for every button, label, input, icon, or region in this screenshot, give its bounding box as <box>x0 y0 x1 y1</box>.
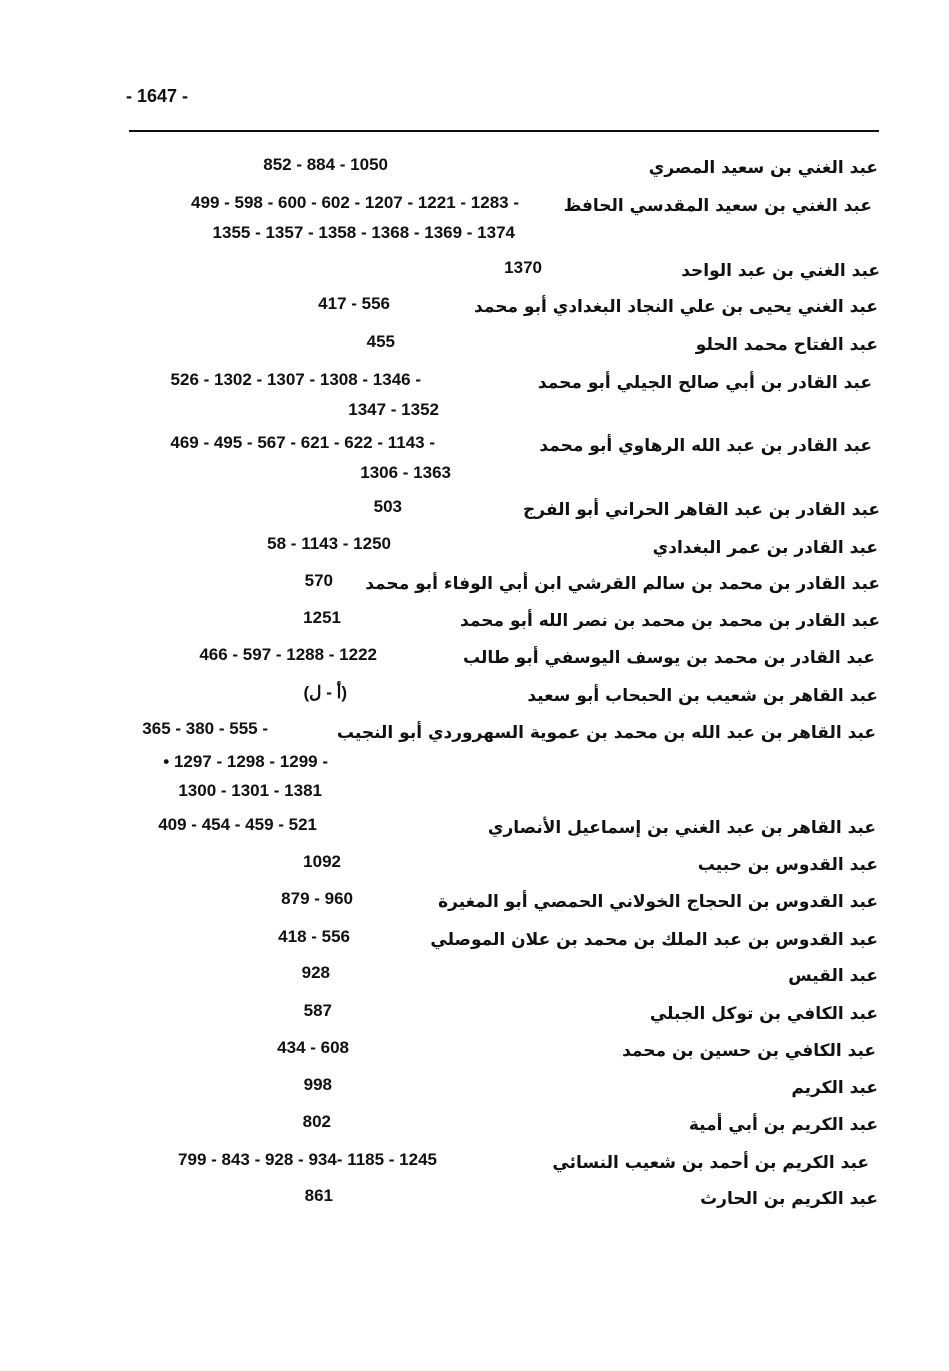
index-entry-name: عبد القاهر بن عبد الله بن محمد بن عموية السهروردي أبو النجيب <box>336 723 876 743</box>
index-entry-pages: 802 <box>302 1112 331 1131</box>
index-entry-pages: 466 - 597 - 1288 - 1222 <box>199 645 377 664</box>
index-entry-name: عبد الغني بن سعيد المصري <box>648 158 878 178</box>
index-entry-name: عبد القدوس بن عبد الملك بن محمد بن علان الموصلي <box>430 930 878 950</box>
index-entry-name: عبد القادر بن أبي صالح الجيلي أبو محمد <box>537 373 872 393</box>
index-entry-pages: 799 - 843 - 928 - 934- 1185 - 1245 <box>178 1150 437 1169</box>
index-entry-name: عبد القاهر بن عبد الغني بن إسماعيل الأنصاري <box>487 818 876 838</box>
index-entry-pages: 1370 <box>504 258 542 277</box>
index-entry-pages: 455 <box>366 332 395 351</box>
index-entry-pages: 587 <box>303 1001 332 1020</box>
index-entry-name: عبد القادر بن محمد بن سالم القرشي ابن أبي الوفاء أبو محمد <box>365 574 880 594</box>
index-entry-name: عبد الفتاح محمد الحلو <box>695 335 878 355</box>
index-entry-pages: 852 - 884 - 1050 <box>263 155 388 174</box>
index-entry-pages: 879 - 960 <box>281 889 353 908</box>
header-rule <box>129 130 879 132</box>
index-entry-pages: 998 <box>303 1075 332 1094</box>
index-entry-pages: 861 <box>304 1186 333 1205</box>
index-entry-name: عبد الغني بن سعيد المقدسي الحافظ <box>563 196 872 216</box>
index-entry-pages: (أ - ل) <box>303 683 347 702</box>
index-entry-name: عبد القاهر بن شعيب بن الحبحاب أبو سعيد <box>527 686 878 706</box>
index-entry-pages: 469 - 495 - 567 - 621 - 622 - 1143 - <box>170 433 435 452</box>
index-entry-name: عبد الكريم بن أحمد بن شعيب النسائي <box>552 1153 869 1173</box>
index-entry-pages: 526 - 1302 - 1307 - 1308 - 1346 - <box>170 370 421 389</box>
index-entry-name: عبد الكريم بن الحارث <box>700 1189 878 1209</box>
index-entry-pages: 58 - 1143 - 1250 <box>267 534 391 553</box>
index-entry-pages: 1092 <box>303 852 341 871</box>
index-entry-pages: 417 - 556 <box>318 294 390 313</box>
index-entry-pages: 1251 <box>303 608 341 627</box>
index-entry-name: عبد الكريم بن أبي أمية <box>688 1115 878 1135</box>
index-entry-pages: • 1297 - 1298 - 1299 - <box>163 752 328 771</box>
index-entry-name: عبد القادر بن عمر البغدادي <box>652 538 878 558</box>
index-entry-pages: 409 - 454 - 459 - 521 <box>158 815 317 834</box>
index-entry-pages: 928 <box>301 963 330 982</box>
index-entry-pages: 365 - 380 - 555 - <box>142 719 268 738</box>
index-entry-pages: 1300 - 1301 - 1381 <box>178 781 322 800</box>
index-entry-pages: 1347 - 1352 <box>348 400 439 419</box>
index-entry-pages: 499 - 598 - 600 - 602 - 1207 - 1221 - 1283 - <box>191 193 519 212</box>
index-entry-name: عبد الكريم <box>791 1078 878 1098</box>
page-number: - 1647 - <box>126 86 189 106</box>
index-entry-name: عبد القيس <box>788 966 878 986</box>
index-entry-name: عبد القادر بن محمد بن يوسف اليوسفي أبو طالب <box>462 648 875 668</box>
index-entry-name: عبد القدوس بن الحجاج الخولاني الحمصي أبو المغيرة <box>438 892 878 912</box>
index-entry-pages: 1306 - 1363 <box>360 463 451 482</box>
index-entry-name: عبد الغني بن عبد الواحد <box>681 261 880 281</box>
index-entry-name: عبد القادر بن عبد الله الرهاوي أبو محمد <box>539 436 872 456</box>
index-entry-name: عبد الغني يحيى بن علي النجاد البغدادي أبو محمد <box>474 297 878 317</box>
index-entry-pages: 434 - 608 <box>277 1038 349 1057</box>
index-entry-pages: 1355 - 1357 - 1358 - 1368 - 1369 - 1374 <box>212 223 515 242</box>
index-entry-pages: 503 <box>373 497 402 516</box>
index-entry-name: عبد الكافي بن حسين بن محمد <box>622 1041 876 1061</box>
index-entry-name: عبد القادر بن محمد بن محمد بن نصر الله أبو محمد <box>460 611 880 631</box>
index-entry-name: عبد القادر بن عبد القاهر الحراني أبو الفرج <box>523 500 880 520</box>
index-entry-pages: 418 - 556 <box>278 927 350 946</box>
index-entry-name: عبد القدوس بن حبيب <box>697 855 878 875</box>
index-entry-name: عبد الكافي بن توكل الجبلي <box>649 1004 878 1024</box>
index-entry-pages: 570 <box>304 571 333 590</box>
